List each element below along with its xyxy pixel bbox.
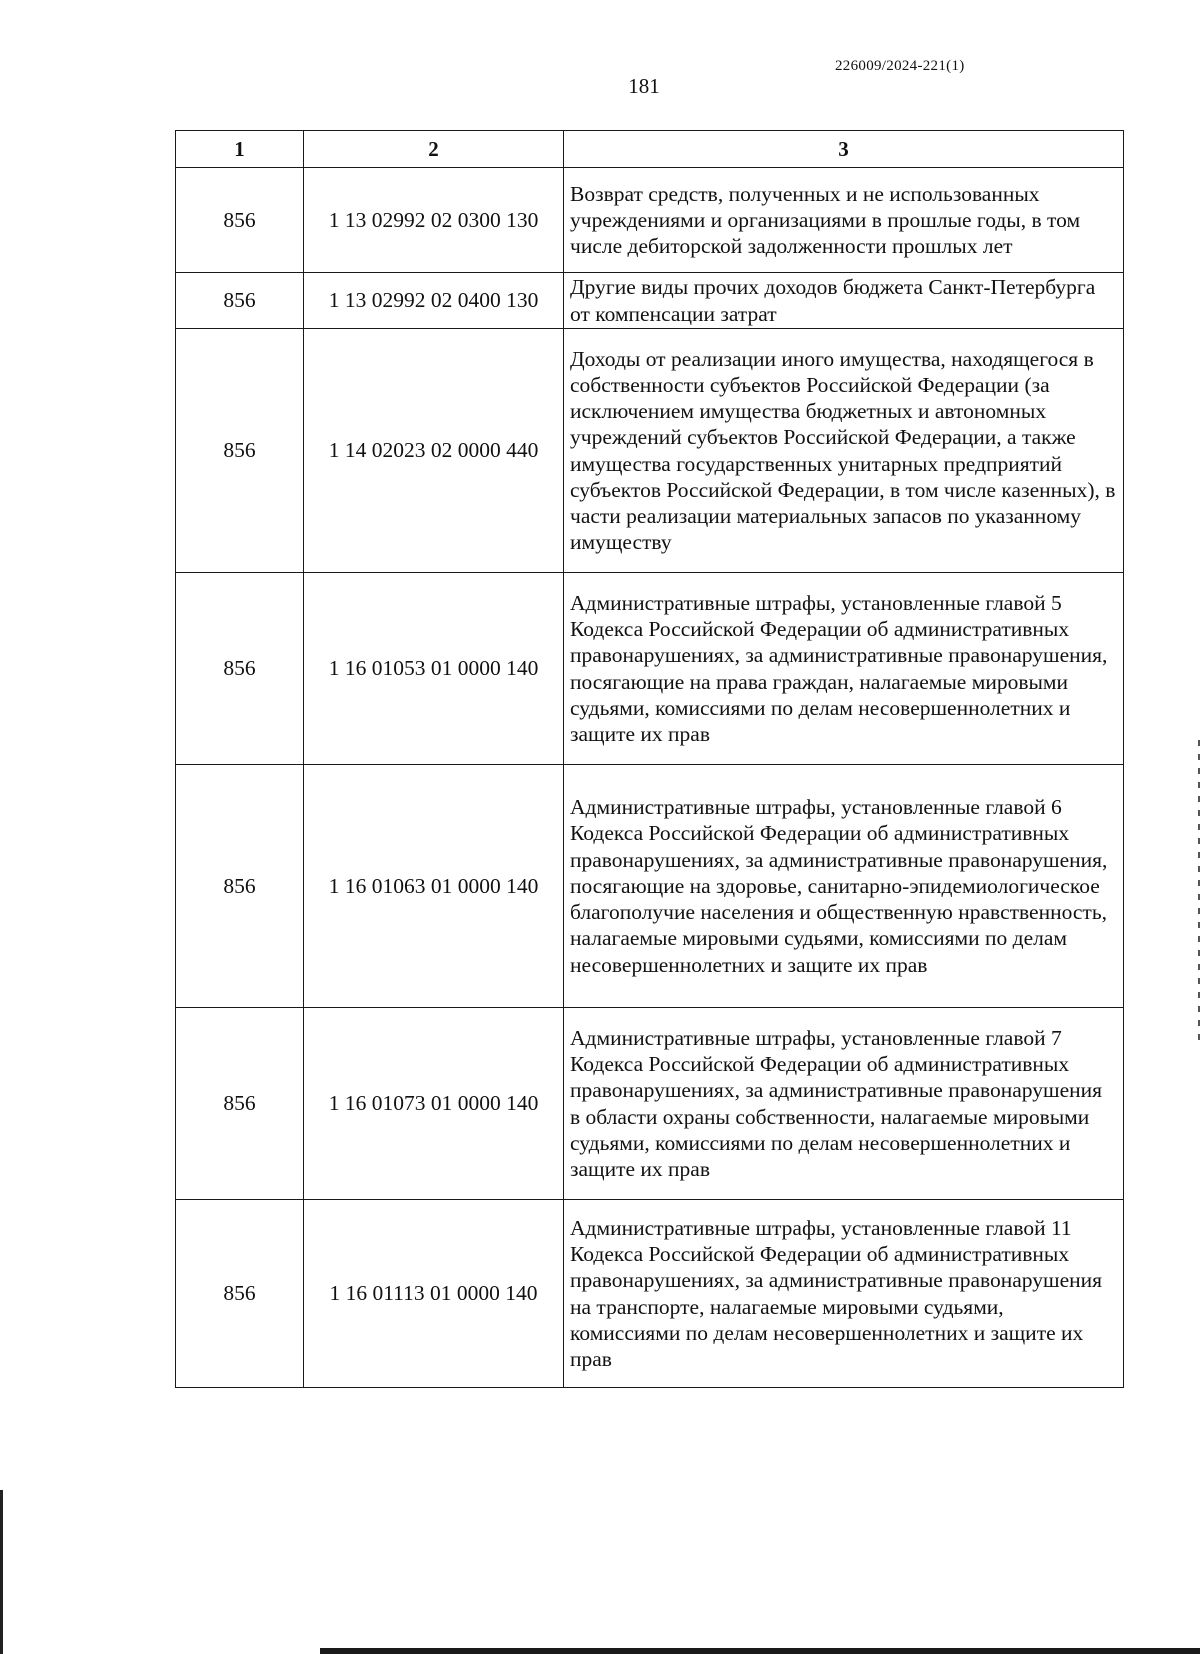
admin-code-cell: 856 <box>176 1200 304 1388</box>
revenue-name-cell: Административные штрафы, установленные главой 6 Кодекса Российской Федерации об административных правонарушениях, за административные правонарушения, посягающие на здоровье, санитарно-эпидемиологическое благополучие населения и общественную нравственность, налагаемые мировыми судьями, комиссиями по делам несовершеннолетних и защите их прав <box>564 765 1124 1008</box>
revenue-code-cell: 1 14 02023 02 0000 440 <box>304 329 564 573</box>
admin-code-cell: 856 <box>176 329 304 573</box>
table-row <box>176 1008 1124 1200</box>
admin-code-cell: 856 <box>176 168 304 273</box>
table-header-row <box>176 131 1124 168</box>
admin-code-cell: 856 <box>176 765 304 1008</box>
revenue-code-cell: 1 13 02992 02 0300 130 <box>304 168 564 273</box>
revenue-code-cell: 1 13 02992 02 0400 130 <box>304 273 564 329</box>
table-row <box>176 273 1124 329</box>
table-row <box>176 168 1124 273</box>
table-row <box>176 1200 1124 1388</box>
revenue-name-cell: Административные штрафы, установленные главой 7 Кодекса Российской Федерации об административных правонарушениях, за административные правонарушения в области охраны собственности, налагаемые мировыми судьями, комиссиями по делам несовершеннолетних и защите их прав <box>564 1008 1124 1200</box>
revenue-code-cell: 1 16 01113 01 0000 140 <box>304 1200 564 1388</box>
admin-code-cell: 856 <box>176 573 304 765</box>
revenue-name-cell: Административные штрафы, установленные главой 5 Кодекса Российской Федерации об административных правонарушениях, за административные правонарушения, посягающие на права граждан, налагаемые мировыми судьями, комиссиями по делам несовершеннолетних и защите их прав <box>564 573 1124 765</box>
revenue-name-cell: Административные штрафы, установленные главой 11 Кодекса Российской Федерации об административных правонарушениях, за административные правонарушения на транспорте, налагаемые мировыми судьями, комиссиями по делам несовершеннолетних и защите их прав <box>564 1200 1124 1388</box>
revenue-name-cell: Другие виды прочих доходов бюджета Санкт-Петербурга от компенсации затрат <box>564 273 1124 329</box>
column-header-1: 1 <box>176 131 304 168</box>
page-number: 181 <box>628 74 660 98</box>
table-row <box>176 573 1124 765</box>
table-header <box>176 131 1124 168</box>
column-header-2: 2 <box>304 131 564 168</box>
revenue-name-cell: Доходы от реализации иного имущества, находящегося в собственности субъектов Российской Федерации (за исключением имущества бюджетных и автономных учреждений субъектов Российской Федерации, а также имущества государственных унитарных предприятий субъектов Российской Федерации, в том числе казенных), в части реализации материальных запасов по указанному имуществу <box>564 329 1124 573</box>
table-row <box>176 765 1124 1008</box>
scan-edge-bottom <box>320 1648 1200 1654</box>
admin-code-cell: 856 <box>176 1008 304 1200</box>
table-row <box>176 329 1124 573</box>
revenue-code-cell: 1 16 01053 01 0000 140 <box>304 573 564 765</box>
admin-code-cell: 856 <box>176 273 304 329</box>
revenue-code-cell: 1 16 01063 01 0000 140 <box>304 765 564 1008</box>
revenue-name-cell: Возврат средств, полученных и не использованных учреждениями и организациями в прошлые годы, в том числе дебиторской задолженности прошлых лет <box>564 168 1124 273</box>
column-header-3: 3 <box>564 131 1124 168</box>
revenue-codes-table <box>175 130 1124 1388</box>
document-registration-number: 226009/2024-221(1) <box>835 58 965 74</box>
scan-edge-left <box>0 1490 3 1654</box>
revenue-code-cell: 1 16 01073 01 0000 140 <box>304 1008 564 1200</box>
table-body <box>176 168 1124 1388</box>
